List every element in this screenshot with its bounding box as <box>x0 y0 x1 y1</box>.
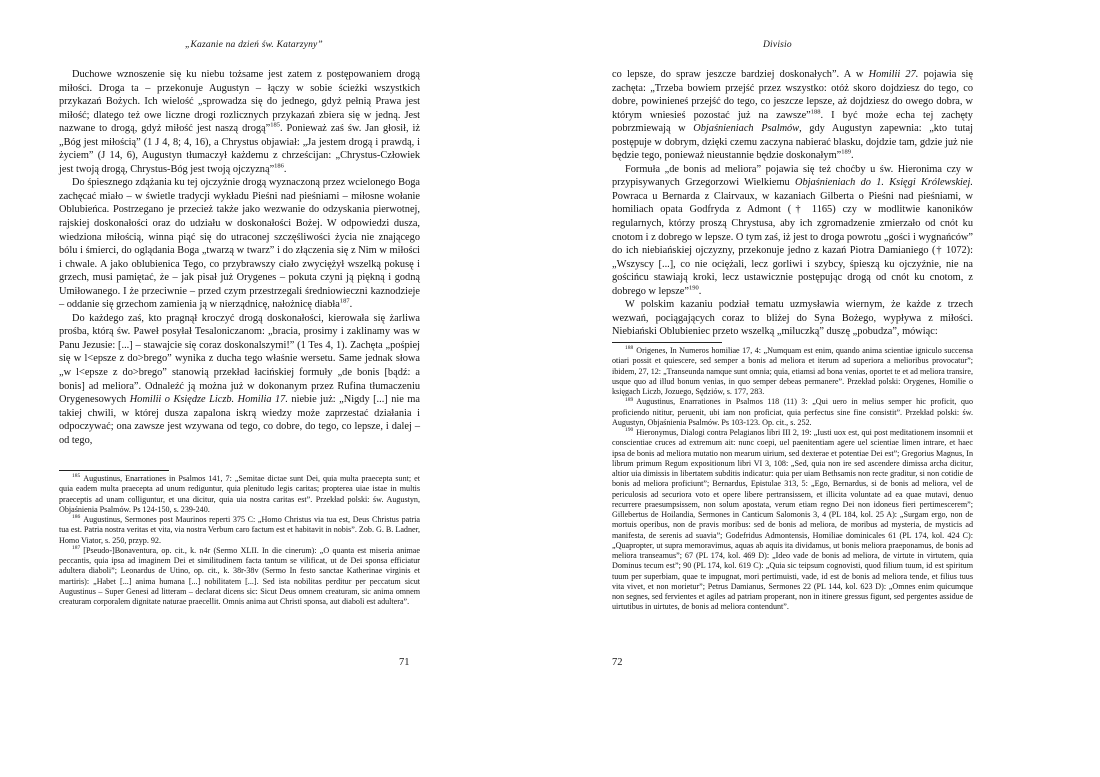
paragraph: Do każdego zaś, kto pragnął kroczyć drogą doskonałości, kierowała się żarliwa prośba, którą św. Paweł posyłał Tesaloniczanom: „bracia, prosimy i zaklinamy was w Panu Jezusie: [...] – stawajcie się coraz doskonalszymi!” (1 Tes 4, 1). Zachęta „pośpiej się w l<epsze z do>brego” wynika z ducha tego właśnie wersetu. Same jednak słowa „w l<epsze z do>brego” stanowią przekład łacińskiej formuły „de bonis [bądź: a bonis] ad meliora”. Odnaleźć ją można już w dokonanym przez Rufina tłumaczeniu Orygenesowych Homilii o Księdze Liczb. Homilia 17. niebie już: „Nigdy [...] nie ma takiej chwili, w której dusza zapalona iskrą wiedzy może zaprzestać działania i odpoczywać; ona zawsze jest wzywana od tego, co dobre, do tego, co lepsze, i dalej – od tego, <box>59 312 420 446</box>
footnote: $^{188}$ Origenes, In Numeros homiliae 17, 4: „Numquam est enim, quando anima scientiae igniculo succensa otiari possit et quiescere, sed semper a bonis ad meliora et iterum ad superiora a melioribus provocatur”; ibidem, 27, 12: „Transeunda namque sunt omnia; quia, etiamsi ad bona venias, oportet te et ad meliora transire, usque quo ad illud bonum venias, in quo semper debeas permanere”. Przekład polski: Orygenes, Homilie o księgach Liczb, Jozuego, Sędziów, s. 177, 283. <box>612 345 973 396</box>
footnote-ref[interactable]: 189 <box>841 148 851 156</box>
paragraph: Duchowe wznoszenie się ku niebu tożsame jest zatem z postępowaniem drogą miłości. Droga ta – przekonuje Augustyn – łączy w sobie ścieżki wszystkich przykazań Bożych. Ich wielość „sprowadza się do jednego, gdyż pełnią Prawa jest miłość; dlatego też owe liczne drogi rozlicznych przykazań zbiera się w jedną. Jest nazwane to drogą, gdyż miłość jest naszą drogą”$^{185}$. Ponieważ zaś św. Jan głosił, iż „Bóg jest miłością” (1 J 4, 8; 4, 16), a Chrystus objawiał: „Ja jestem drogą i prawdą, i życiem” (J 14, 6), Augustyn tłumaczył każdemu z chrześcijan: „Chrystus-Człowiek jest twoją drogą, Chrystus-Bóg jest twoją ojczyzną”$^{186}$. <box>59 69 420 175</box>
paragraph: W polskim kazaniu podział tematu uzmysławia wiernym, że każde z trzech wezwań, pociągających coraz to bliżej do Syna Bożego, wypływa z miłości. Niebiański Oblubieniec przeto wszelką „miluczką” duszę „pobudza”, mówiąc: <box>612 299 973 338</box>
footnote-ref[interactable]: 188 <box>810 108 821 116</box>
main-text-right <box>612 68 973 339</box>
paragraph: Formuła „de bonis ad meliora” pojawia się też choćby u św. Hieronima czy w przypisywanych Grzegorzowi Wielkiemu Objaśnieniach do 1. Księgi Królewskiej. Powraca u Bernarda z Clairvaux, w kazaniach Gilberta o Pieśni nad pieśniami, w homiliach opata Godfryda z Admont († 1165) czy w modlitwie kanoników regularnych, którzy proszą Chrystusa, aby ich zgromadzenie zmierzało od cnót ku cnotom i z dobrego w lepsze. O tym zaś, iż jest to droga powrotu „gości i wygnańców” do ich niebiańskiej ojczyzny, przekonuje jedno z kazań Piotra Damianiego († 1072): „Wszyscy [...], co nie ociężali, lecz gorliwi i szybcy, śpieszą ku ojczyźnie, nie na gościńcu stawiają kroki, lecz ustawicznie postępując drogą od cnót ku cnotom, z dobrego w lepsze”$^{190}$. <box>612 163 973 297</box>
footnote-divider <box>59 470 169 471</box>
footnotes-left <box>59 474 420 607</box>
page-number-left: 71 <box>399 657 410 668</box>
running-header-left: „Kazanie na dzień św. Katarzyny” <box>185 40 323 50</box>
right-page <box>550 0 1100 777</box>
footnote: $^{187}$ [Pseudo-]Bonaventura, op. cit., k. n4r (Sermo XLII. In die cinerum): „O quanta est miseria animae peccantis, quia ipsa ad imaginem Dei et similitudinem facta tantum se vilificat, ut de Dei sponsa efficiatur adultera diaboli”; Leonardus de Utino, op. cit., k. 38r-38v (Sermo In festo sanctae Katherinae virginis et martiris): „Habet [...] anima humana [...] nobilitatem [...]. Sed ista nobilitas perditur per peccatum sicut Augustinus – Super Genesi ad litteram – declarat dicens sic: Sicut Deus omnem creaturam, sic anima omnem creaturam corporalem dignitate naturae praecellit. Omnis anima aut Christi sponsa, aut diaboli est adultera”. <box>59 545 420 606</box>
footnote: $^{189}$ Augustinus, Enarrationes in Psalmos 118 (11) 3: „Qui uero in melius semper hic proficit, quo proficiendo nititur, peruenit, ubi iam non proficiat, quia perfectus sine fine consistit”. Przekład polski: św. Augustyn, Objaśnienia Psalmów. Ps 103-123. Op. cit., s. 252. <box>612 396 973 427</box>
footnote-divider <box>612 342 722 343</box>
footnotes-right <box>612 346 973 613</box>
footnote: $^{185}$ Augustinus, Enarrationes in Psalmos 141, 7: „Semitae dictae sunt Dei, quia multa praecepta sunt; et quia eadem multa praecepta ad unum rediguntur, quia plenitudo legis caritas; propterea uiae istae in multis praeceptis ad unam colliguntur, et una dicitur, quia uia nostra caritas est”. Przekład polski: św. Augustyn, Objaśnienia Psalmów. Ps 124-150, s. 239-240. <box>59 473 420 514</box>
footnote: $^{190}$ Hieronymus, Dialogi contra Pelagianos libri III 2, 19: „Iusti uox est, qui post meditationem insomnii et conscientiae cruces ad extremum ait: nunc coepi, uel paenitentiam agere uel scientiae limen intrare, et haec ipsa de bonis ad meliora mutatio non mearum uirium, sed dexterae et potentiae Dei est”; Gregorius Magnus, In librum primum Regum expositionum libri VI 3, 108: „Sed, quia non ire sed ascendere dimissa archa dicitur, altior uia dimissis in libertatem subditis indicatur: quia per uiam Bethsamis non recte graditur, si non cotidie de bonis ad meliora proficiunt”; Bernardus, Epistulae 313, 5: „Ego, Bernardus, si de bonis ad meliora, vel de periculosis ad securiora voto et opere libere pertransissem, et illicita voluntate ad ea quae mutavi, denuo recurrere praesumpsissem, non solum apostata, verum etiam regno Dei non idoneus fieri pertimescerem”; Gillebertus de Hoilandia, Sermones in Canticum Salomonis 3, 4 (PL 184, kol. 25 A): „Surgam ergo, non de mortuis operibus, non de pravis moribus: sed de bonis ad meliora, de moribus ad mysteria, de mysticis ad manifesta, de serenis ad suavia”; Godefridus Admontensis, Homiliae dominicales 61 (PL 174, kol. 424 C): „Quapropter, ut supra memoravimus, aquas ab aquis ita dividamus, ut bonis meliora praeponamus, de bonis ad meliora transeamus”; 67 (PL 174, kol. 469 D): „Ideo vade de bonis ad meliora, de virtute in virtutem, quia Dominus tecum est”; 90 (PL 174, kol. 619 C): „Quia sic teipsum cognovisti, quod filium tuum, id est spiritum tuum per superbiam, quae te impugnat, mori pertimuisti, vade, id est de bonis ad meliora tende, et filius tuus vita vivet, et non morietur”; Petrus Damianus, Sermones 22 (PL 144, kol. 623 D): „Omnes enim quicumque non segnes, sed fervientes et agiles ad patriam properant, non in itinere gressus figunt, sed pergentes assidue de uirtutibus in uirtutes, de bonis ad meliora contendunt”. <box>612 427 973 612</box>
footnote-ref[interactable]: 185 <box>270 121 280 129</box>
footnote-ref[interactable]: 187 <box>339 297 350 305</box>
footnote: $^{186}$ Augustinus, Sermones post Maurinos reperti 375 C: „Homo Christus via tua est, Deus Christus patria tua est. Patria nostra veritas et vita, via nostra Verbum caro factum est et habitavit in nobis”. Zob. G. B. Ladner, Homo Viator, s. 250, przyp. 92. <box>59 514 420 545</box>
footnote-ref[interactable]: 190 <box>688 284 699 292</box>
main-text-left <box>59 68 420 447</box>
running-header-right: Divisio <box>763 40 792 50</box>
footnote-ref[interactable]: 186 <box>274 162 284 170</box>
page-number-right: 72 <box>612 657 623 668</box>
paragraph: co lepsze, do spraw jeszcze bardziej doskonałych”. A w Homilii 27. pojawia się zachęta: „Trzeba bowiem przejść przez wszystko: otóż skoro dojdziesz do tego, co dobre, powinieneś przejść do tego, co jeszcze lepsze, aż dojdziesz do owego dobra, w którym wniesieś pozostać już na zawsze”$^{188}$. I być może echa tej zachęty pobrzmiewają w Objaśnieniach Psalmów, gdy Augustyn zapewnia: „kto tutaj postępuje w dobrym, dzięki czemu zaczyna nabierać blasku, dojdzie tam, gdzie już nie będzie tego, ponieważ nieustannie będzie doskonałym”$^{189}$. <box>612 69 974 162</box>
paragraph: Do śpiesznego zdążania ku tej ojczyźnie drogą wyznaczoną przez wcielonego Boga zachęcać miało – w świetle tradycji wykładu Pieśni nad pieśniami – miłosne wołanie Oblubieńca. Postrzegano je przecież także jako wezwanie do odzyskania pierwotnej, rajskiej doskonałości oraz do udziału w doskonałości Bożej. W odpowiedzi dusza, wiedziona miłością, winna piąć się do utraconej szczęśliwości życia nie znającego bólu i śmierci, do oglądania Boga „twarzą w twarz” i do złączenia się z Nim w miłości i chwale. A jako oblubienica Tego, co przybrawszy ciało zwyciężył wszelką pokusę i grzech, musi pamiętać, że – jak pisał już Orygenes – pokuta czyni ją piękną i godną Umiłowanego. I że przeciwnie – przed czym przestrzegali średniowieczni kaznodzieje – oddanie się grzechom zamienia ją w nierządnicę, nałożnicę diabła$^{187}$. <box>59 177 420 311</box>
